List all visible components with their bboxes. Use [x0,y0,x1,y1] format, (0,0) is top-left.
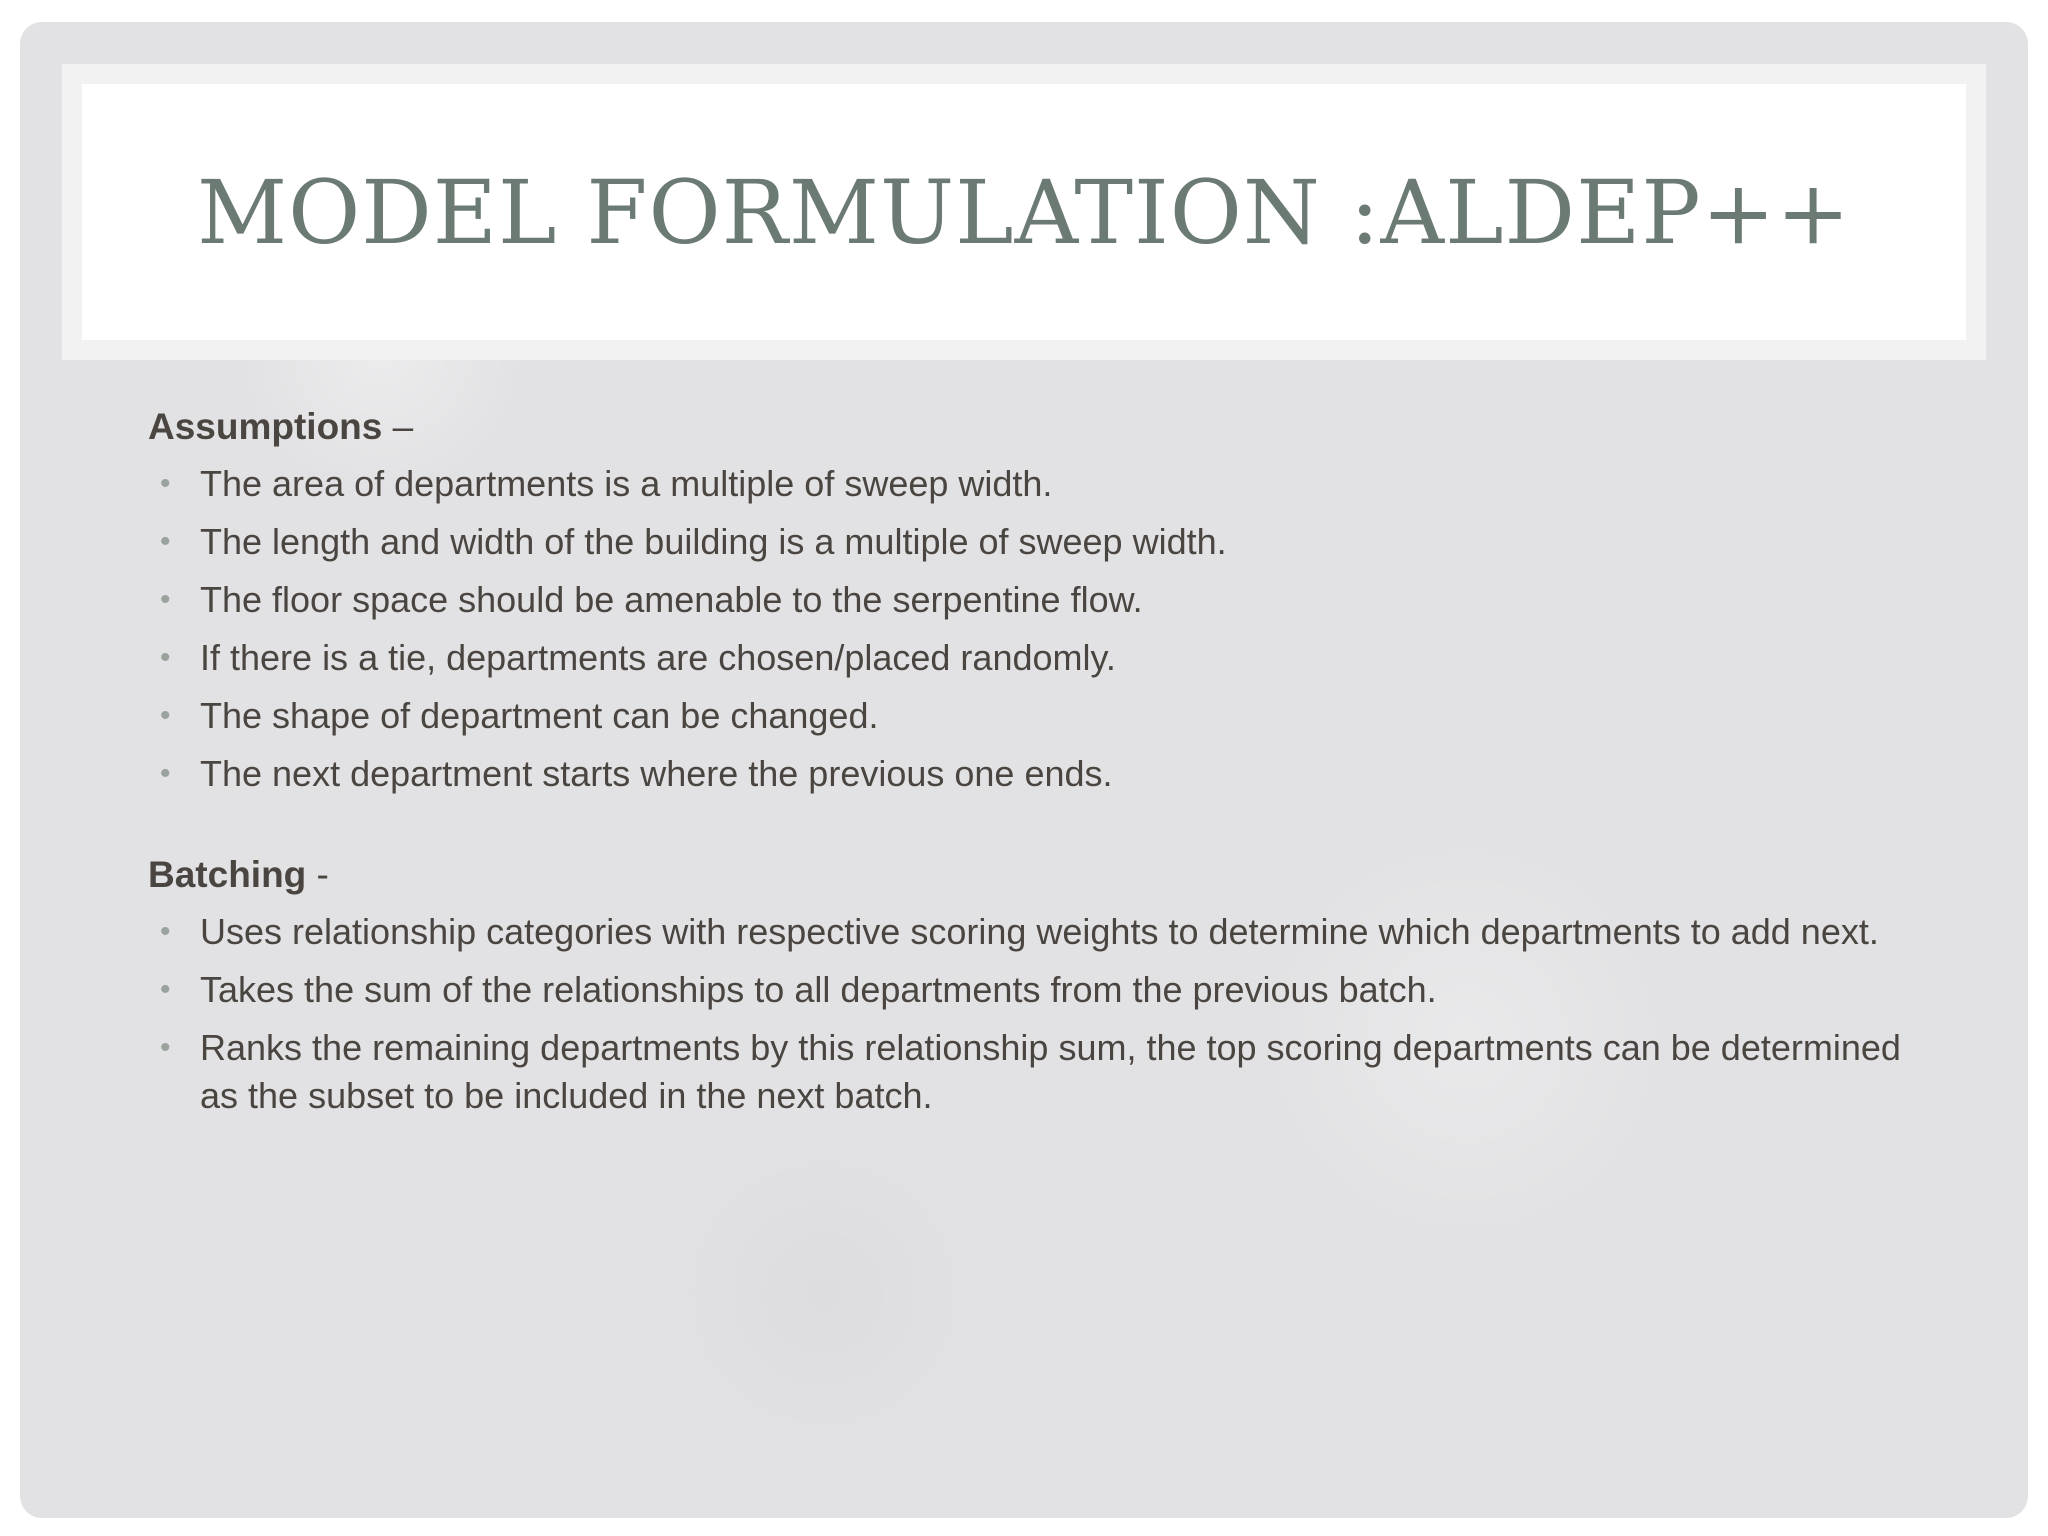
title-frame [62,64,1986,360]
bullet-icon: • [160,699,171,732]
bullet-list [148,908,1908,1120]
bullet-icon: • [160,973,171,1006]
bullet-icon: • [160,525,171,558]
bullet-icon: • [160,915,171,948]
section-batching [148,850,1908,1120]
bullet-list [148,460,1908,798]
bullet-icon: • [160,467,171,500]
list-item-text: The shape of department can be changed. [200,695,879,736]
slide-title: MODEL FORMULATION :ALDEP++ [196,160,1852,264]
section-heading-separator: – [382,406,414,447]
slide [20,22,2028,1518]
list-item [148,634,1908,682]
slide-content [148,402,1908,1172]
list-item-text: The floor space should be amenable to the serpentine flow. [200,579,1143,620]
list-item-text: The area of departments is a multiple of sweep width. [200,463,1053,504]
list-item-text: Uses relationship categories with respective scoring weights to determine which departments to add next. [200,911,1879,952]
section-heading-label: Assumptions [148,406,383,447]
list-item [148,576,1908,624]
section-assumptions [148,402,1908,798]
bullet-icon: • [160,583,171,616]
bullet-icon: • [160,1031,171,1064]
list-item-text: Ranks the remaining departments by this relationship sum, the top scoring departments can be determined as the subset to be included in the next batch. [200,1027,1901,1116]
list-item-text: The next department starts where the previous one ends. [200,753,1113,794]
list-item-text: The length and width of the building is a multiple of sweep width. [200,521,1227,562]
title-box [82,84,1966,340]
list-item-text: If there is a tie, departments are chosen/placed randomly. [200,637,1116,678]
list-item [148,966,1908,1014]
list-item [148,460,1908,508]
list-item [148,908,1908,956]
list-item [148,692,1908,740]
list-item [148,518,1908,566]
section-heading [148,402,1908,452]
bullet-icon: • [160,757,171,790]
list-item [148,1024,1908,1120]
list-item-text: Takes the sum of the relationships to all departments from the previous batch. [200,969,1437,1010]
section-heading-separator: - [306,854,329,895]
list-item [148,750,1908,798]
bullet-icon: • [160,641,171,674]
section-heading-label: Batching [148,854,307,895]
section-heading [148,850,1908,900]
